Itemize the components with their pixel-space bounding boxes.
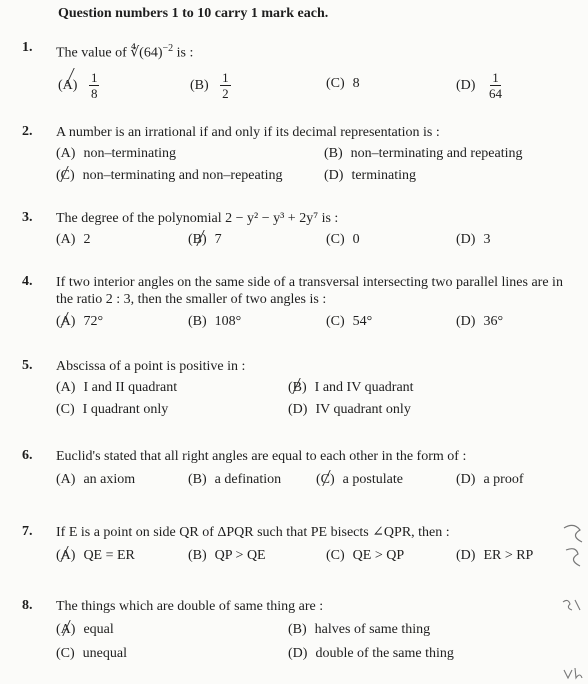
margin-scribble: [560, 596, 586, 616]
question-number: 8.: [22, 598, 33, 613]
math-radical: ∜(64): [130, 45, 163, 61]
question-number: 6.: [22, 448, 33, 463]
question-number: 4.: [22, 274, 33, 289]
option-c[interactable]: (C) 8: [326, 76, 360, 91]
option-b[interactable]: (B) $\frac{1}{2}$: [190, 70, 229, 101]
option-a[interactable]: (A) $\frac{1}{8}$: [58, 70, 98, 101]
option-c[interactable]: (C) 54°: [326, 314, 373, 329]
option-b[interactable]: (B) a defination: [188, 472, 282, 487]
question-text: If two interior angles on the same side of a transversal intersecting two parallel lines are in the ratio 2 : 3, then the smaller of two angles is :: [56, 275, 563, 307]
question-number: 7.: [22, 524, 33, 539]
option-a[interactable]: (A) an axiom: [56, 472, 136, 487]
question-text: Euclid's stated that all right angles are equal to each other in the form of :: [56, 449, 467, 464]
question-text: The value of $∜(64)^{-2}$ is :: [56, 43, 194, 61]
option-c[interactable]: (C) unequal: [56, 646, 127, 661]
option-b[interactable]: (B) halves of same thing: [288, 622, 431, 637]
margin-scribble: [560, 520, 588, 580]
option-d[interactable]: (D) terminating: [324, 168, 416, 183]
question-number: 5.: [22, 358, 33, 373]
option-d[interactable]: (D) 36°: [456, 314, 504, 329]
option-c[interactable]: (C) QE > QP: [326, 548, 405, 563]
margin-scribble: [560, 664, 586, 682]
option-b[interactable]: (B) 7: [188, 232, 222, 247]
option-d[interactable]: (D) ER > RP: [456, 548, 534, 563]
question-text: A number is an irrational if and only if its decimal representation is :: [56, 125, 440, 140]
option-b[interactable]: (B) 108°: [188, 314, 242, 329]
option-d[interactable]: (D) 3: [456, 232, 491, 247]
option-b[interactable]: (B) non–terminating and repeating: [324, 146, 523, 161]
question-number: 1.: [22, 40, 33, 55]
option-d[interactable]: (D) IV quadrant only: [288, 402, 411, 417]
option-a[interactable]: (A) I and II quadrant: [56, 380, 178, 395]
option-a[interactable]: (A) non–terminating: [56, 146, 176, 161]
option-c[interactable]: (C) non–terminating and non–repeating: [56, 168, 283, 183]
question-number: 2.: [22, 124, 33, 139]
question-number: 3.: [22, 210, 33, 225]
option-d[interactable]: (D) double of the same thing: [288, 646, 454, 661]
option-d[interactable]: (D) a proof: [456, 472, 524, 487]
option-a[interactable]: (A) 2: [56, 232, 91, 247]
section-header: Question numbers 1 to 10 carry 1 mark each.: [58, 6, 329, 21]
option-c[interactable]: (C) I quadrant only: [56, 402, 169, 417]
question-text: Abscissa of a point is positive in :: [56, 359, 246, 374]
question-text: The things which are double of same thing are :: [56, 599, 324, 614]
option-a[interactable]: (A) 72°: [56, 314, 104, 329]
option-b[interactable]: (B) QP > QE: [188, 548, 266, 563]
option-d[interactable]: (D) $\frac{1}{64}$: [456, 70, 502, 101]
option-a[interactable]: (A) QE = ER: [56, 548, 135, 563]
option-b[interactable]: (B) I and IV quadrant: [288, 380, 414, 395]
option-c[interactable]: (C) a postulate: [316, 472, 403, 487]
question-text: If E is a point on side QR of ΔPQR such that PE bisects ∠QPR, then :: [56, 525, 450, 540]
question-text: The degree of the polynomial 2 − y² − y³ + 2y⁷ is :: [56, 211, 339, 226]
option-a[interactable]: (A) equal: [56, 622, 114, 637]
option-c[interactable]: (C) 0: [326, 232, 360, 247]
